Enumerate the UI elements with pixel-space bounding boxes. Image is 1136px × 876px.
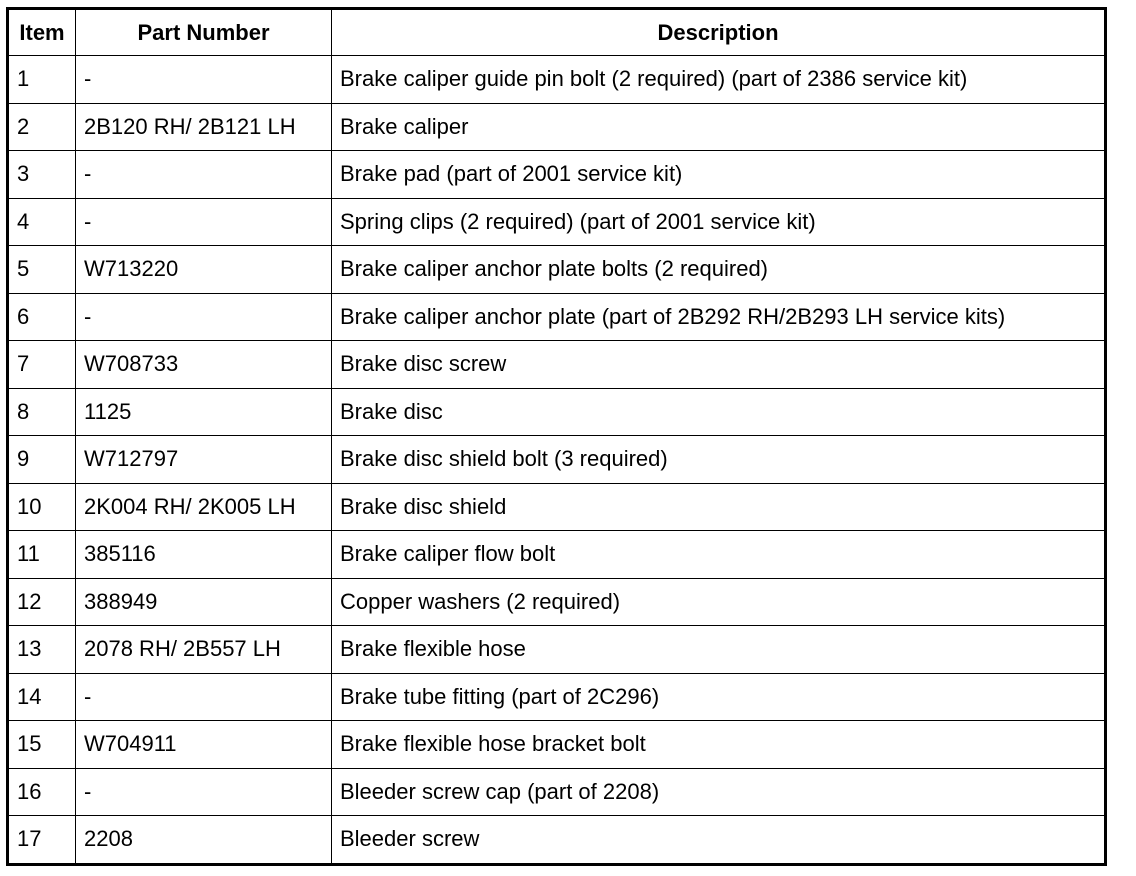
table-row	[8, 816, 1106, 865]
cell-description: Copper washers (2 required)	[332, 578, 1106, 626]
cell-description: Brake disc	[332, 388, 1106, 436]
column-header-part-number: Part Number	[76, 9, 332, 56]
cell-part-number: -	[76, 151, 332, 199]
cell-part-number: 388949	[76, 578, 332, 626]
cell-description: Brake flexible hose	[332, 626, 1106, 674]
cell-description: Brake flexible hose bracket bolt	[332, 721, 1106, 769]
table-row	[8, 151, 1106, 199]
cell-item: 9	[8, 436, 76, 484]
parts-table	[6, 7, 1107, 866]
cell-description: Brake disc shield	[332, 483, 1106, 531]
cell-description: Brake disc shield bolt (3 required)	[332, 436, 1106, 484]
cell-item: 16	[8, 768, 76, 816]
cell-description: Brake tube fitting (part of 2C296)	[332, 673, 1106, 721]
cell-description: Brake caliper guide pin bolt (2 required) (part of 2386 service kit)	[332, 56, 1106, 104]
cell-part-number: -	[76, 768, 332, 816]
cell-item: 14	[8, 673, 76, 721]
table-row	[8, 578, 1106, 626]
table-row	[8, 673, 1106, 721]
cell-part-number: -	[76, 198, 332, 246]
table-row	[8, 103, 1106, 151]
cell-description: Bleeder screw cap (part of 2208)	[332, 768, 1106, 816]
cell-part-number: W704911	[76, 721, 332, 769]
table-header-row	[8, 9, 1106, 56]
cell-item: 17	[8, 816, 76, 865]
cell-part-number: -	[76, 673, 332, 721]
cell-item: 1	[8, 56, 76, 104]
cell-item: 5	[8, 246, 76, 294]
table-row	[8, 198, 1106, 246]
table-row	[8, 56, 1106, 104]
cell-part-number: W713220	[76, 246, 332, 294]
cell-part-number: 2K004 RH/ 2K005 LH	[76, 483, 332, 531]
cell-part-number: -	[76, 56, 332, 104]
cell-item: 11	[8, 531, 76, 579]
cell-description: Brake caliper	[332, 103, 1106, 151]
table-body	[8, 56, 1106, 865]
cell-item: 8	[8, 388, 76, 436]
cell-description: Spring clips (2 required) (part of 2001 service kit)	[332, 198, 1106, 246]
cell-item: 3	[8, 151, 76, 199]
table-row	[8, 531, 1106, 579]
cell-description: Brake caliper anchor plate bolts (2 required)	[332, 246, 1106, 294]
table-row	[8, 293, 1106, 341]
cell-part-number: W712797	[76, 436, 332, 484]
table-row	[8, 341, 1106, 389]
cell-item: 2	[8, 103, 76, 151]
cell-item: 7	[8, 341, 76, 389]
cell-item: 15	[8, 721, 76, 769]
cell-item: 12	[8, 578, 76, 626]
cell-part-number: 2B120 RH/ 2B121 LH	[76, 103, 332, 151]
cell-part-number: 2078 RH/ 2B557 LH	[76, 626, 332, 674]
cell-description: Brake caliper anchor plate (part of 2B292 RH/2B293 LH service kits)	[332, 293, 1106, 341]
cell-part-number: 385116	[76, 531, 332, 579]
cell-description: Brake pad (part of 2001 service kit)	[332, 151, 1106, 199]
table-row	[8, 721, 1106, 769]
cell-item: 4	[8, 198, 76, 246]
table-row	[8, 626, 1106, 674]
table-row	[8, 388, 1106, 436]
cell-description: Bleeder screw	[332, 816, 1106, 865]
column-header-description: Description	[332, 9, 1106, 56]
cell-part-number: -	[76, 293, 332, 341]
cell-description: Brake disc screw	[332, 341, 1106, 389]
table-row	[8, 246, 1106, 294]
cell-part-number: 1125	[76, 388, 332, 436]
cell-part-number: W708733	[76, 341, 332, 389]
cell-item: 10	[8, 483, 76, 531]
cell-item: 13	[8, 626, 76, 674]
cell-item: 6	[8, 293, 76, 341]
table-row	[8, 483, 1106, 531]
table-row	[8, 436, 1106, 484]
cell-description: Brake caliper flow bolt	[332, 531, 1106, 579]
column-header-item: Item	[8, 9, 76, 56]
cell-part-number: 2208	[76, 816, 332, 865]
table-row	[8, 768, 1106, 816]
